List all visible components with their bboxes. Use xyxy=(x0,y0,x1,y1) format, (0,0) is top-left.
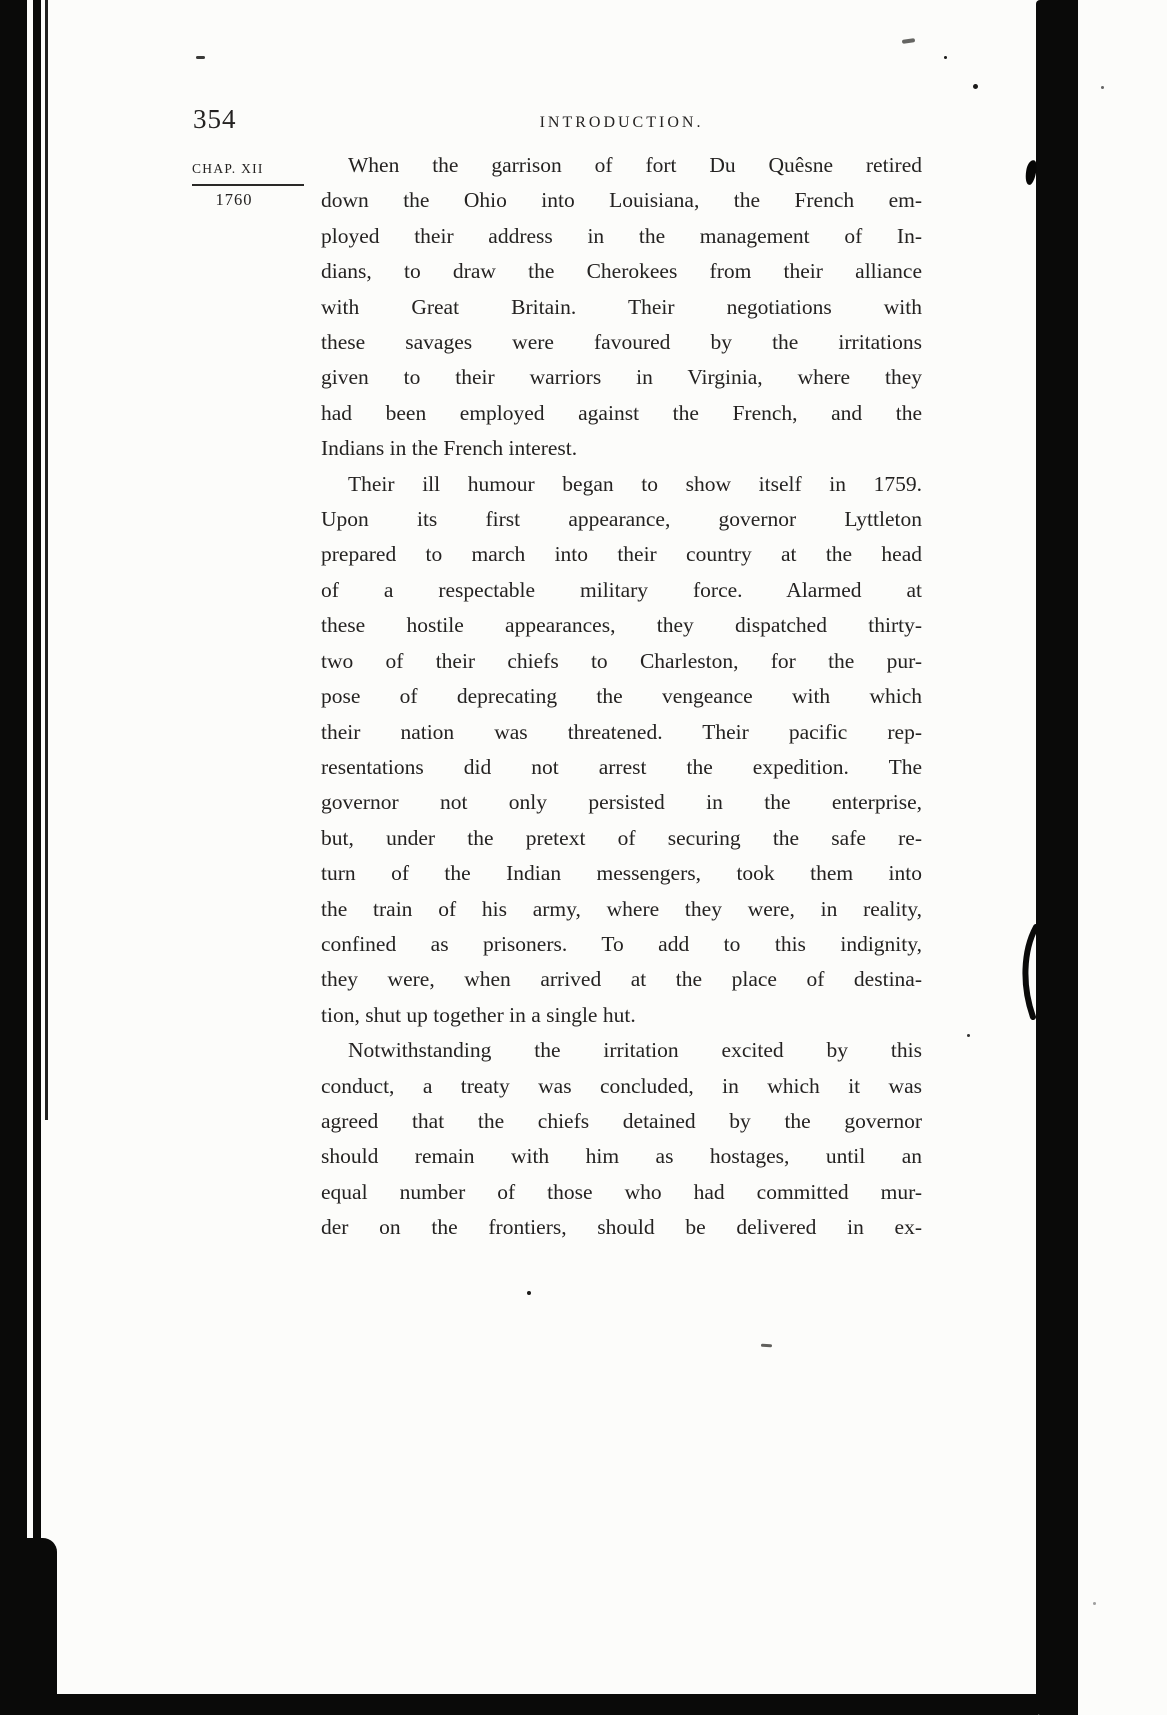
text-line: given to their warriors in Virginia, where they xyxy=(321,365,922,390)
text-line: of a respectable military force. Alarmed at xyxy=(321,577,922,602)
scan-speck xyxy=(196,56,205,59)
text-line: should remain with him as hostages, until an xyxy=(321,1144,922,1169)
text-line: governor not only persisted in the enterprise, xyxy=(321,790,922,815)
text-line: conduct, a treaty was concluded, in which it was xyxy=(321,1073,922,1098)
scan-speck xyxy=(1093,1602,1096,1605)
body-text xyxy=(321,148,922,1246)
paragraph xyxy=(321,148,922,467)
scan-binding-blob-bottom-left xyxy=(0,1538,57,1715)
scan-edge-band-bottom xyxy=(55,1694,1038,1715)
margin-year-label: 1760 xyxy=(215,190,253,209)
paragraph xyxy=(321,1033,922,1245)
scan-curve-mark xyxy=(1018,924,1040,1020)
scan-binding-band-2 xyxy=(33,0,41,1715)
text-line: der on the frontiers, should be delivered in ex- xyxy=(321,1215,922,1240)
scan-speck xyxy=(527,1291,531,1295)
scan-speck xyxy=(944,56,947,59)
text-line: Indians in the French interest. xyxy=(321,436,578,461)
text-line: agreed that the chiefs detained by the governor xyxy=(321,1108,922,1133)
text-line: equal number of those who had committed mur- xyxy=(321,1179,922,1204)
margin-rule-divider xyxy=(192,184,304,186)
text-line: they were, when arrived at the place of destina- xyxy=(321,967,922,992)
scan-speck xyxy=(761,1344,772,1348)
text-line: dians, to draw the Cherokees from their alliance xyxy=(321,259,922,284)
scan-edge-band-right xyxy=(1036,0,1078,1715)
scan-binding-band-1 xyxy=(0,0,27,1715)
running-header: INTRODUCTION. xyxy=(539,114,704,131)
paragraph xyxy=(321,467,922,1034)
scan-speck xyxy=(973,84,978,89)
text-line: but, under the pretext of securing the safe re- xyxy=(321,825,922,850)
marginalia xyxy=(192,161,304,210)
text-line: the train of his army, where they were, in reality, xyxy=(321,896,922,921)
text-line: down the Ohio into Louisiana, the French em- xyxy=(321,188,922,213)
scan-speck xyxy=(1101,86,1104,89)
text-line: Their ill humour began to show itself in 1759. xyxy=(348,471,922,496)
text-line: resentations did not arrest the expedition. The xyxy=(321,754,922,779)
text-line: Upon its first appearance, governor Lyttleton xyxy=(321,507,922,532)
margin-chapter-label: CHAP. XII xyxy=(192,161,264,176)
scan-speck xyxy=(967,1034,970,1037)
text-line: Notwithstanding the irritation excited by this xyxy=(348,1038,922,1063)
text-line: prepared to march into their country at the head xyxy=(321,542,922,567)
text-line: ployed their address in the management of In- xyxy=(321,223,922,248)
text-line: had been employed against the French, and the xyxy=(321,400,922,425)
text-line: two of their chiefs to Charleston, for the pur- xyxy=(321,648,922,673)
text-line: with Great Britain. Their negotiations with xyxy=(321,294,922,319)
text-line: tion, shut up together in a single hut. xyxy=(321,1002,636,1027)
text-line: When the garrison of fort Du Quêsne retired xyxy=(348,153,922,177)
text-line: these hostile appearances, they dispatched thirty- xyxy=(321,613,922,638)
text-line: their nation was threatened. Their pacific rep- xyxy=(321,719,922,744)
text-line: pose of deprecating the vengeance with which xyxy=(321,684,922,709)
text-line: turn of the Indian messengers, took them into xyxy=(321,861,922,886)
page-number: 354 xyxy=(193,104,237,134)
text-line: confined as prisoners. To add to this indignity, xyxy=(321,931,922,956)
scan-binding-band-3 xyxy=(45,0,48,1120)
scan-speck xyxy=(902,38,915,44)
text-line: these savages were favoured by the irritations xyxy=(321,330,922,355)
